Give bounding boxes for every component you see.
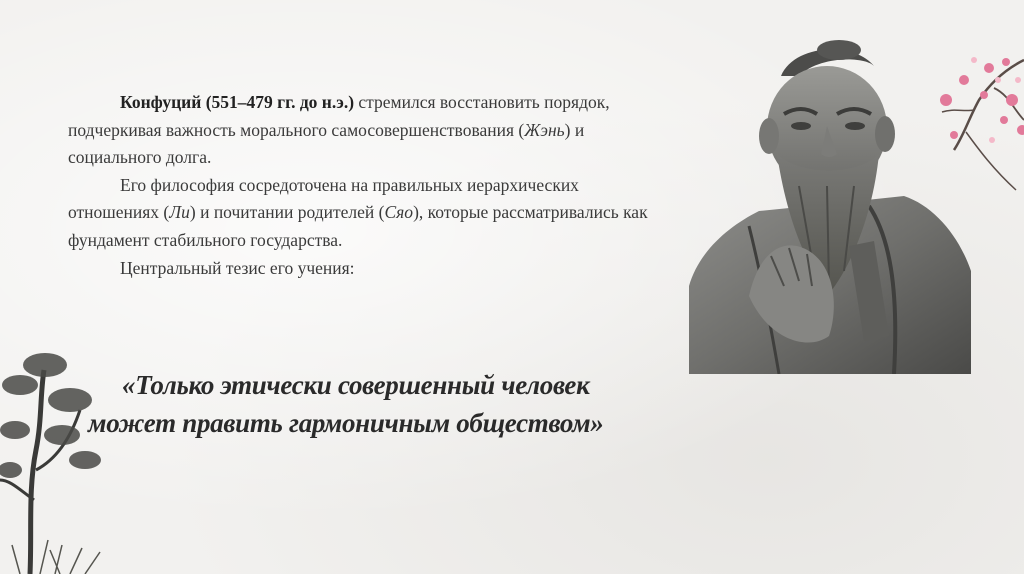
- paragraph-1-text-b: ) и социального долга.: [68, 119, 585, 168]
- confucius-statue-image: [689, 36, 971, 374]
- paragraph-2-text-a: Его философия сосредоточена на правильных иерархических отношениях (: [68, 174, 579, 223]
- confucius-dates: Конфуций (551–479 гг. до н.э.): [120, 92, 355, 112]
- paragraph-3: Центральный тезис его учения:: [120, 257, 355, 278]
- paragraph-1-text-a: стремился восстановить порядок, подчеркивая важность морального самосовершенствования (: [68, 92, 610, 140]
- body-text: [68, 89, 668, 282]
- quote-line-1: «Только этически совершенный человек: [122, 370, 590, 400]
- central-quote: [88, 366, 708, 442]
- paragraph-2: [68, 172, 668, 255]
- ink-tree-decoration: [0, 340, 110, 574]
- paragraph-1: [68, 89, 668, 172]
- paragraph-2-text-c: ), которые рассматривались как фундамент стабильного государства.: [68, 202, 648, 250]
- term-xiao: Сяо: [384, 202, 414, 223]
- term-zhen: Жэнь: [524, 119, 565, 140]
- quote-line-2: может править гармоничным обществом»: [88, 408, 604, 438]
- term-li: Ли: [169, 202, 190, 223]
- paragraph-2-text-b: ) и почитании родителей (: [189, 202, 385, 223]
- cherry-blossom-branch-decoration: [934, 40, 1024, 210]
